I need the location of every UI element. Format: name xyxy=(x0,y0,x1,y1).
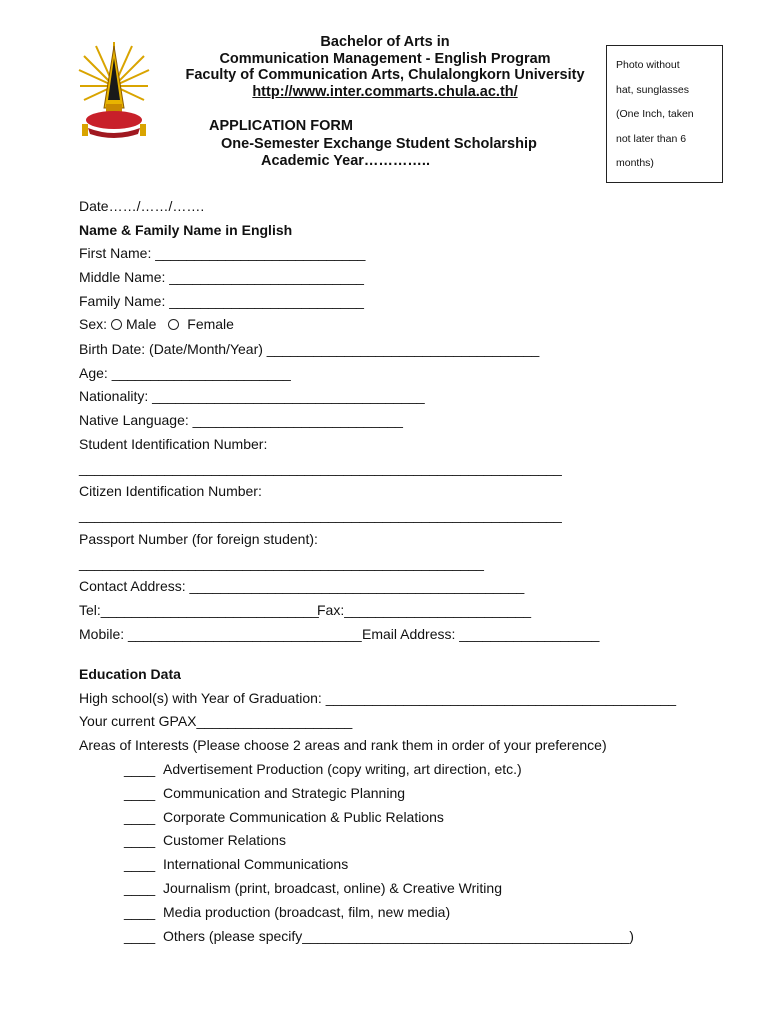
interest-option: Advertisement Production (copy writing, art direction, etc.) xyxy=(163,761,522,777)
photo-note-line: months) xyxy=(616,157,654,169)
program-line-1: Bachelor of Arts in xyxy=(320,34,450,50)
interest-option: Communication and Strategic Planning xyxy=(163,785,406,801)
birth-date-field[interactable]: Birth Date: (Date/Month/Year) ___________________________________ xyxy=(79,341,540,357)
sex-row xyxy=(79,316,234,332)
date-field[interactable]: Date……/……/……. xyxy=(79,198,205,214)
passport-field[interactable]: ____________________________________________________ xyxy=(79,555,484,571)
scholarship-title: One-Semester Exchange Student Scholarship xyxy=(221,136,537,152)
female-radio[interactable] xyxy=(168,319,179,330)
photo-note-line: (One Inch, taken xyxy=(616,108,694,120)
interest-option: Media production (broadcast, film, new media) xyxy=(163,904,451,920)
interest-rank-blank[interactable]: ____ xyxy=(124,904,156,920)
photo-note-line: not later than 6 xyxy=(616,132,687,145)
nationality-field[interactable]: Nationality: ___________________________________ xyxy=(79,388,425,404)
interest-rank-blank[interactable]: ____ xyxy=(124,856,156,872)
email-field[interactable]: Email Address: __________________ xyxy=(362,626,600,642)
fax-field[interactable]: Fax:________________________ xyxy=(317,602,532,618)
contact-address-field[interactable]: Contact Address: ___________________________________________ xyxy=(79,578,525,594)
citizen-id-field[interactable]: ______________________________________________________________ xyxy=(79,507,562,523)
interest-rank-blank[interactable]: ____ xyxy=(124,785,156,801)
tel-field[interactable]: Tel:____________________________ xyxy=(79,602,319,618)
interest-option: Customer Relations xyxy=(163,832,286,848)
age-field[interactable]: Age: _______________________ xyxy=(79,365,291,381)
middle-name-field[interactable]: Middle Name: _________________________ xyxy=(79,269,364,285)
photo-placeholder-box xyxy=(606,45,723,183)
female-label: Female xyxy=(187,316,234,332)
high-school-field[interactable]: High school(s) with Year of Graduation: _____________________________________________ xyxy=(79,690,677,706)
first-name-field[interactable]: First Name: ___________________________ xyxy=(79,245,366,261)
interest-rank-blank[interactable]: ____ xyxy=(124,832,156,848)
interest-rank-blank[interactable]: ____ xyxy=(124,761,156,777)
student-id-label: Student Identification Number: xyxy=(79,436,268,452)
website-link[interactable]: http://www.inter.commarts.chula.ac.th/ xyxy=(252,84,518,100)
education-heading: Education Data xyxy=(79,666,181,682)
name-heading: Name & Family Name in English xyxy=(79,222,293,238)
photo-note-line: Photo without xyxy=(616,59,680,71)
mobile-field[interactable]: Mobile: ______________________________ xyxy=(79,626,362,642)
gpax-field[interactable]: Your current GPAX____________________ xyxy=(79,713,353,729)
student-id-field[interactable]: ______________________________________________________________ xyxy=(79,460,562,476)
interest-option: Corporate Communication & Public Relations xyxy=(163,809,444,825)
interest-rank-blank[interactable]: ____ xyxy=(124,809,156,825)
citizen-id-label: Citizen Identification Number: xyxy=(79,483,262,499)
interest-option: Journalism (print, broadcast, online) & Creative Writing xyxy=(163,880,502,896)
photo-note-line: hat, sunglasses xyxy=(616,83,689,96)
interests-label: Areas of Interests (Please choose 2 areas and rank them in order of your preference) xyxy=(79,737,607,753)
sex-label: Sex: xyxy=(79,316,108,332)
male-label: Male xyxy=(126,316,157,332)
family-name-field[interactable]: Family Name: _________________________ xyxy=(79,293,364,309)
university-seal-logo xyxy=(76,38,152,142)
native-language-field[interactable]: Native Language: ___________________________ xyxy=(79,412,403,428)
interest-rank-blank[interactable]: ____ xyxy=(124,928,156,944)
interest-option-others[interactable]: Others (please specify__________________________________________) xyxy=(163,928,634,944)
academic-year: Academic Year………….. xyxy=(261,153,430,169)
passport-label: Passport Number (for foreign student): xyxy=(79,531,318,547)
male-radio[interactable] xyxy=(111,319,122,330)
program-line-2: Communication Management - English Program xyxy=(219,51,551,67)
interest-option: International Communications xyxy=(163,856,349,872)
interest-rank-blank[interactable]: ____ xyxy=(124,880,156,896)
form-title: APPLICATION FORM xyxy=(209,118,353,134)
faculty-line: Faculty of Communication Arts, Chulalongkorn University xyxy=(185,67,585,83)
